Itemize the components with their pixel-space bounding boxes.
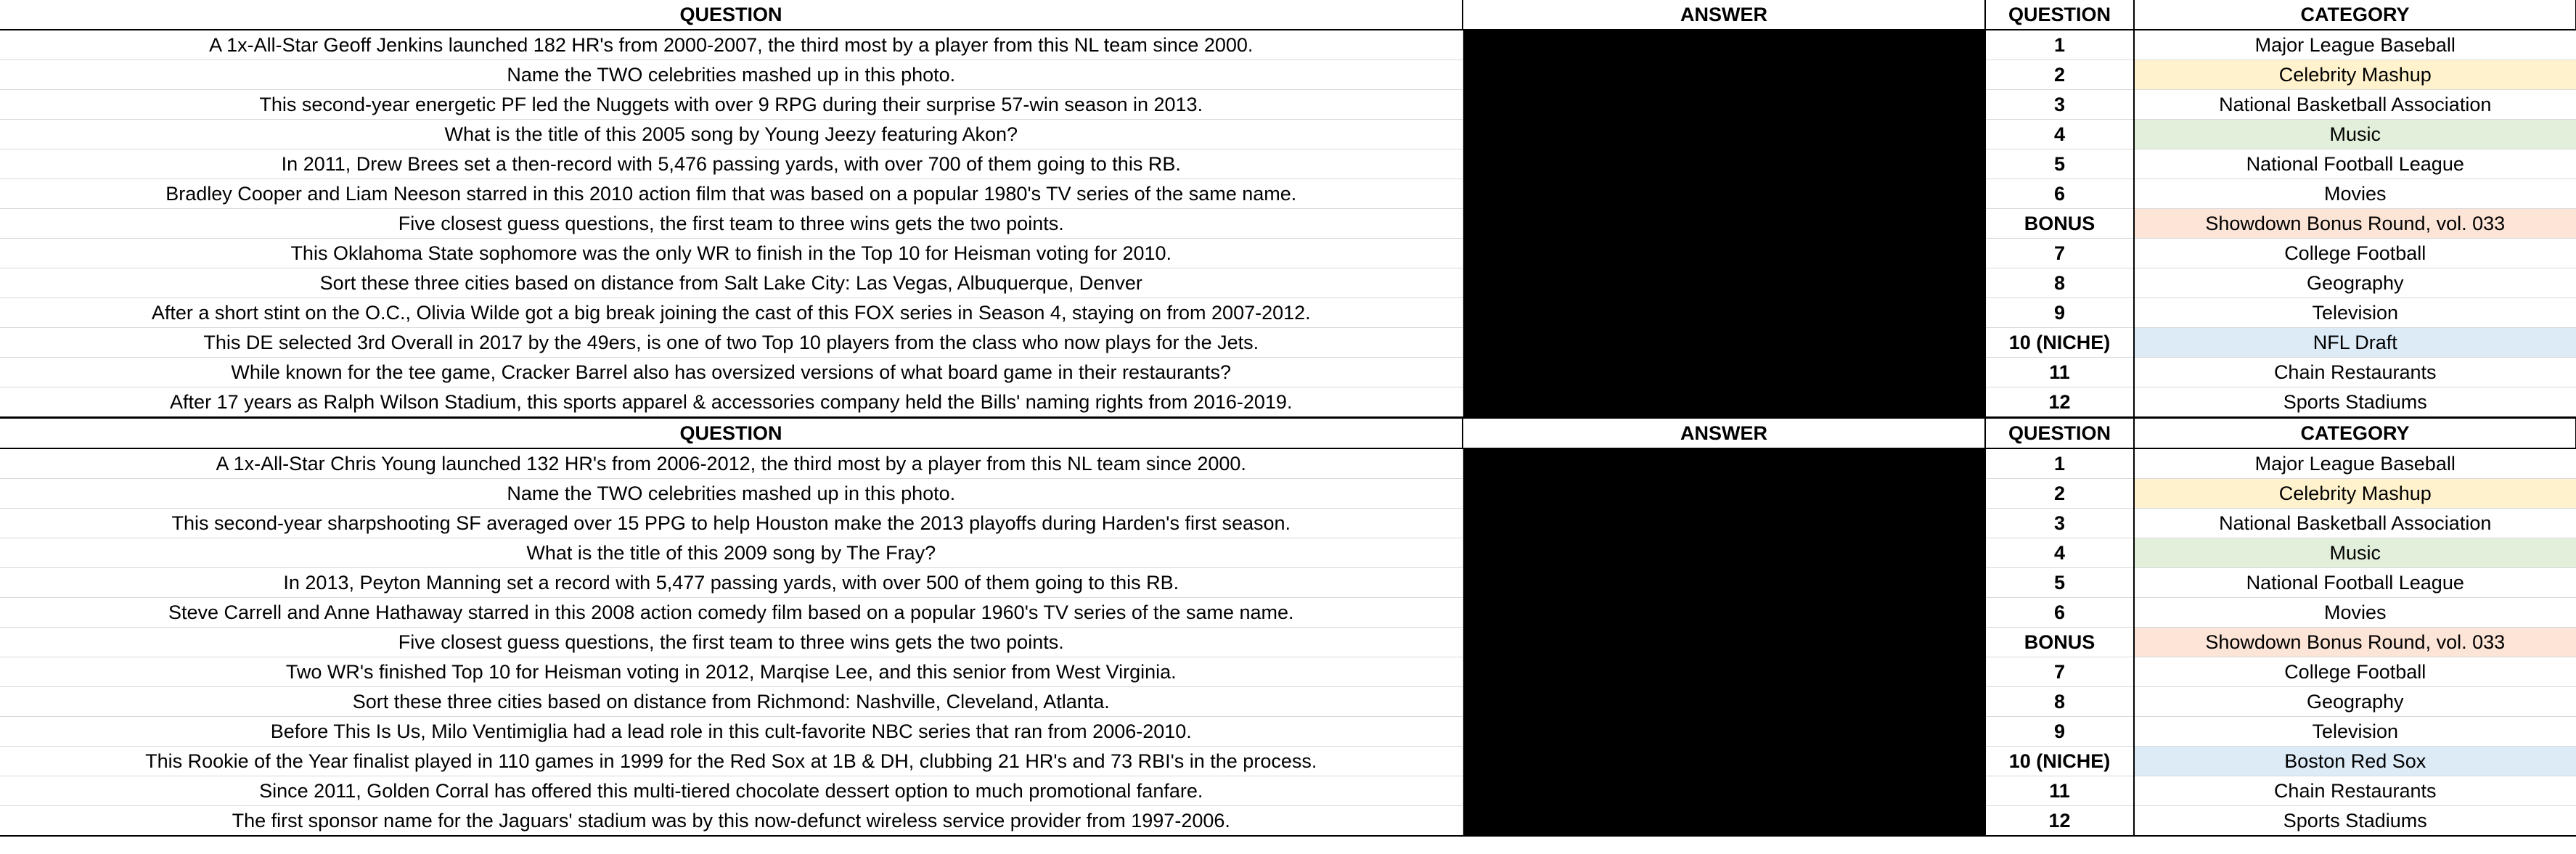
- table-row: [0, 298, 2576, 328]
- table-row: [0, 209, 2576, 239]
- question-number-cell[interactable]: 1: [1985, 448, 2134, 479]
- question-number-cell[interactable]: 4: [1985, 538, 2134, 568]
- category-cell[interactable]: Movies: [2134, 598, 2576, 628]
- category-cell[interactable]: National Football League: [2134, 568, 2576, 598]
- question-number-cell[interactable]: 11: [1985, 776, 2134, 806]
- question-cell[interactable]: Sort these three cities based on distance from Salt Lake City: Las Vegas, Albuquerque, Denver: [0, 268, 1463, 298]
- question-cell[interactable]: This Rookie of the Year finalist played in 110 games in 1999 for the Red Sox at 1B & DH, clubbing 21 HR's and 73 RBI's in the process.: [0, 747, 1463, 776]
- question-cell[interactable]: Five closest guess questions, the first team to three wins gets the two points.: [0, 628, 1463, 657]
- answer-cell-redacted[interactable]: [1463, 479, 1985, 509]
- header-category[interactable]: CATEGORY: [2134, 418, 2576, 449]
- header-row: [0, 418, 2576, 449]
- table-row: [0, 149, 2576, 179]
- question-cell[interactable]: This second-year energetic PF led the Nuggets with over 9 RPG during their surprise 57-win season in 2013.: [0, 90, 1463, 120]
- question-number-cell[interactable]: 7: [1985, 239, 2134, 268]
- category-cell[interactable]: Television: [2134, 717, 2576, 747]
- question-number-cell[interactable]: 3: [1985, 509, 2134, 538]
- header-number[interactable]: QUESTION: [1985, 418, 2134, 449]
- category-cell[interactable]: Television: [2134, 298, 2576, 328]
- category-cell[interactable]: Boston Red Sox: [2134, 747, 2576, 776]
- answer-cell-redacted[interactable]: [1463, 509, 1985, 538]
- question-cell[interactable]: After 17 years as Ralph Wilson Stadium, this sports apparel & accessories company held the Bills' naming rights from 2016-2019.: [0, 387, 1463, 418]
- question-cell[interactable]: Bradley Cooper and Liam Neeson starred in this 2010 action film that was based on a popular 1980's TV series of the same name.: [0, 179, 1463, 209]
- question-number-cell[interactable]: 8: [1985, 687, 2134, 717]
- table-row: [0, 328, 2576, 358]
- question-cell[interactable]: What is the title of this 2009 song by The Fray?: [0, 538, 1463, 568]
- answer-cell-redacted[interactable]: [1463, 60, 1985, 90]
- category-cell[interactable]: College Football: [2134, 239, 2576, 268]
- question-cell[interactable]: Steve Carrell and Anne Hathaway starred in this 2008 action comedy film based on a popular 1960's TV series of the same name.: [0, 598, 1463, 628]
- table-row: [0, 239, 2576, 268]
- category-cell[interactable]: NFL Draft: [2134, 328, 2576, 358]
- question-number-cell[interactable]: 8: [1985, 268, 2134, 298]
- question-cell[interactable]: Since 2011, Golden Corral has offered this multi-tiered chocolate dessert option to much promotional fanfare.: [0, 776, 1463, 806]
- category-cell[interactable]: Movies: [2134, 179, 2576, 209]
- table-row: [0, 179, 2576, 209]
- answer-cell-redacted[interactable]: [1463, 717, 1985, 747]
- header-row: [0, 0, 2576, 30]
- category-cell[interactable]: Showdown Bonus Round, vol. 033: [2134, 628, 2576, 657]
- answer-cell-redacted[interactable]: [1463, 239, 1985, 268]
- answer-cell-redacted[interactable]: [1463, 657, 1985, 687]
- answer-cell-redacted[interactable]: [1463, 149, 1985, 179]
- category-cell[interactable]: Major League Baseball: [2134, 448, 2576, 479]
- category-cell[interactable]: Celebrity Mashup: [2134, 60, 2576, 90]
- header-question[interactable]: QUESTION: [0, 418, 1463, 449]
- question-number-cell[interactable]: 2: [1985, 479, 2134, 509]
- answer-cell-redacted[interactable]: [1463, 120, 1985, 149]
- table-row: [0, 628, 2576, 657]
- table-row: [0, 479, 2576, 509]
- category-cell[interactable]: Geography: [2134, 268, 2576, 298]
- question-cell[interactable]: Five closest guess questions, the first team to three wins gets the two points.: [0, 209, 1463, 239]
- table-row: [0, 387, 2576, 418]
- answer-cell-redacted[interactable]: [1463, 179, 1985, 209]
- table-row: [0, 30, 2576, 60]
- table-row: [0, 687, 2576, 717]
- question-number-cell[interactable]: 6: [1985, 598, 2134, 628]
- question-cell[interactable]: Name the TWO celebrities mashed up in this photo.: [0, 479, 1463, 509]
- answer-cell-redacted[interactable]: [1463, 568, 1985, 598]
- question-cell[interactable]: Name the TWO celebrities mashed up in this photo.: [0, 60, 1463, 90]
- header-answer[interactable]: ANSWER: [1463, 418, 1985, 449]
- question-cell[interactable]: The first sponsor name for the Jaguars' stadium was by this now-defunct wireless service provider from 1997-2006.: [0, 806, 1463, 837]
- answer-cell-redacted[interactable]: [1463, 806, 1985, 837]
- question-number-cell[interactable]: 9: [1985, 298, 2134, 328]
- answer-cell-redacted[interactable]: [1463, 209, 1985, 239]
- question-cell[interactable]: In 2013, Peyton Manning set a record with 5,477 passing yards, with over 500 of them going to this RB.: [0, 568, 1463, 598]
- table-row: [0, 268, 2576, 298]
- question-cell[interactable]: After a short stint on the O.C., Olivia Wilde got a big break joining the cast of this FOX series in Season 4, staying on from 2007-2012.: [0, 298, 1463, 328]
- header-number[interactable]: QUESTION: [1985, 0, 2134, 30]
- category-cell[interactable]: Sports Stadiums: [2134, 806, 2576, 837]
- table-row: [0, 60, 2576, 90]
- question-cell[interactable]: A 1x-All-Star Geoff Jenkins launched 182 HR's from 2000-2007, the third most by a player from this NL team since 2000.: [0, 30, 1463, 60]
- question-number-cell[interactable]: 5: [1985, 568, 2134, 598]
- question-number-cell[interactable]: 2: [1985, 60, 2134, 90]
- table-row: [0, 358, 2576, 387]
- table-row: [0, 509, 2576, 538]
- question-cell[interactable]: This second-year sharpshooting SF averaged over 15 PPG to help Houston make the 2013 playoffs during Harden's first season.: [0, 509, 1463, 538]
- table-row: [0, 90, 2576, 120]
- question-cell[interactable]: While known for the tee game, Cracker Barrel also has oversized versions of what board game in their restaurants?: [0, 358, 1463, 387]
- question-cell[interactable]: This Oklahoma State sophomore was the only WR to finish in the Top 10 for Heisman voting for 2010.: [0, 239, 1463, 268]
- table-row: [0, 717, 2576, 747]
- header-question[interactable]: QUESTION: [0, 0, 1463, 30]
- question-number-cell[interactable]: 6: [1985, 179, 2134, 209]
- answer-cell-redacted[interactable]: [1463, 387, 1985, 418]
- question-cell[interactable]: A 1x-All-Star Chris Young launched 132 HR's from 2006-2012, the third most by a player from this NL team since 2000.: [0, 448, 1463, 479]
- question-cell[interactable]: Before This Is Us, Milo Ventimiglia had a lead role in this cult-favorite NBC series that ran from 2006-2010.: [0, 717, 1463, 747]
- answer-cell-redacted[interactable]: [1463, 747, 1985, 776]
- question-number-cell[interactable]: BONUS: [1985, 628, 2134, 657]
- question-number-cell[interactable]: 1: [1985, 30, 2134, 60]
- question-number-cell[interactable]: 12: [1985, 387, 2134, 418]
- answer-cell-redacted[interactable]: [1463, 328, 1985, 358]
- header-answer[interactable]: ANSWER: [1463, 0, 1985, 30]
- category-cell[interactable]: Showdown Bonus Round, vol. 033: [2134, 209, 2576, 239]
- question-number-cell[interactable]: 12: [1985, 806, 2134, 837]
- table-row: [0, 776, 2576, 806]
- table-row: [0, 747, 2576, 776]
- category-cell[interactable]: National Football League: [2134, 149, 2576, 179]
- category-cell[interactable]: Music: [2134, 120, 2576, 149]
- answer-cell-redacted[interactable]: [1463, 298, 1985, 328]
- table-row: [0, 538, 2576, 568]
- question-number-cell[interactable]: 11: [1985, 358, 2134, 387]
- table-row: [0, 568, 2576, 598]
- table-row: [0, 598, 2576, 628]
- question-number-cell[interactable]: 10 (NICHE): [1985, 328, 2134, 358]
- answer-cell-redacted[interactable]: [1463, 628, 1985, 657]
- category-cell[interactable]: Celebrity Mashup: [2134, 479, 2576, 509]
- question-number-cell[interactable]: 7: [1985, 657, 2134, 687]
- answer-cell-redacted[interactable]: [1463, 90, 1985, 120]
- question-number-cell[interactable]: 3: [1985, 90, 2134, 120]
- question-number-cell[interactable]: BONUS: [1985, 209, 2134, 239]
- category-cell[interactable]: National Basketball Association: [2134, 90, 2576, 120]
- answer-cell-redacted[interactable]: [1463, 448, 1985, 479]
- answer-cell-redacted[interactable]: [1463, 598, 1985, 628]
- question-cell[interactable]: This DE selected 3rd Overall in 2017 by the 49ers, is one of two Top 10 players from the class who now plays for the Jets.: [0, 328, 1463, 358]
- table-row: [0, 657, 2576, 687]
- answer-cell-redacted[interactable]: [1463, 30, 1985, 60]
- question-number-cell[interactable]: 5: [1985, 149, 2134, 179]
- category-cell[interactable]: Chain Restaurants: [2134, 776, 2576, 806]
- answer-cell-redacted[interactable]: [1463, 268, 1985, 298]
- category-cell[interactable]: Chain Restaurants: [2134, 358, 2576, 387]
- question-cell[interactable]: What is the title of this 2005 song by Young Jeezy featuring Akon?: [0, 120, 1463, 149]
- category-cell[interactable]: Music: [2134, 538, 2576, 568]
- question-number-cell[interactable]: 10 (NICHE): [1985, 747, 2134, 776]
- answer-cell-redacted[interactable]: [1463, 776, 1985, 806]
- question-cell[interactable]: Sort these three cities based on distance from Richmond: Nashville, Cleveland, Atlanta.: [0, 687, 1463, 717]
- category-cell[interactable]: Major League Baseball: [2134, 30, 2576, 60]
- question-number-cell[interactable]: 4: [1985, 120, 2134, 149]
- header-category[interactable]: CATEGORY: [2134, 0, 2576, 30]
- table-row: [0, 448, 2576, 479]
- answer-cell-redacted[interactable]: [1463, 687, 1985, 717]
- answer-cell-redacted[interactable]: [1463, 538, 1985, 568]
- table-row: [0, 120, 2576, 149]
- question-number-cell[interactable]: 9: [1985, 717, 2134, 747]
- question-cell[interactable]: In 2011, Drew Brees set a then-record with 5,476 passing yards, with over 700 of them going to this RB.: [0, 149, 1463, 179]
- category-cell[interactable]: National Basketball Association: [2134, 509, 2576, 538]
- answer-cell-redacted[interactable]: [1463, 358, 1985, 387]
- category-cell[interactable]: College Football: [2134, 657, 2576, 687]
- category-cell[interactable]: Sports Stadiums: [2134, 387, 2576, 418]
- table-row: [0, 806, 2576, 837]
- category-cell[interactable]: Geography: [2134, 687, 2576, 717]
- question-cell[interactable]: Two WR's finished Top 10 for Heisman voting in 2012, Marqise Lee, and this senior from West Virginia.: [0, 657, 1463, 687]
